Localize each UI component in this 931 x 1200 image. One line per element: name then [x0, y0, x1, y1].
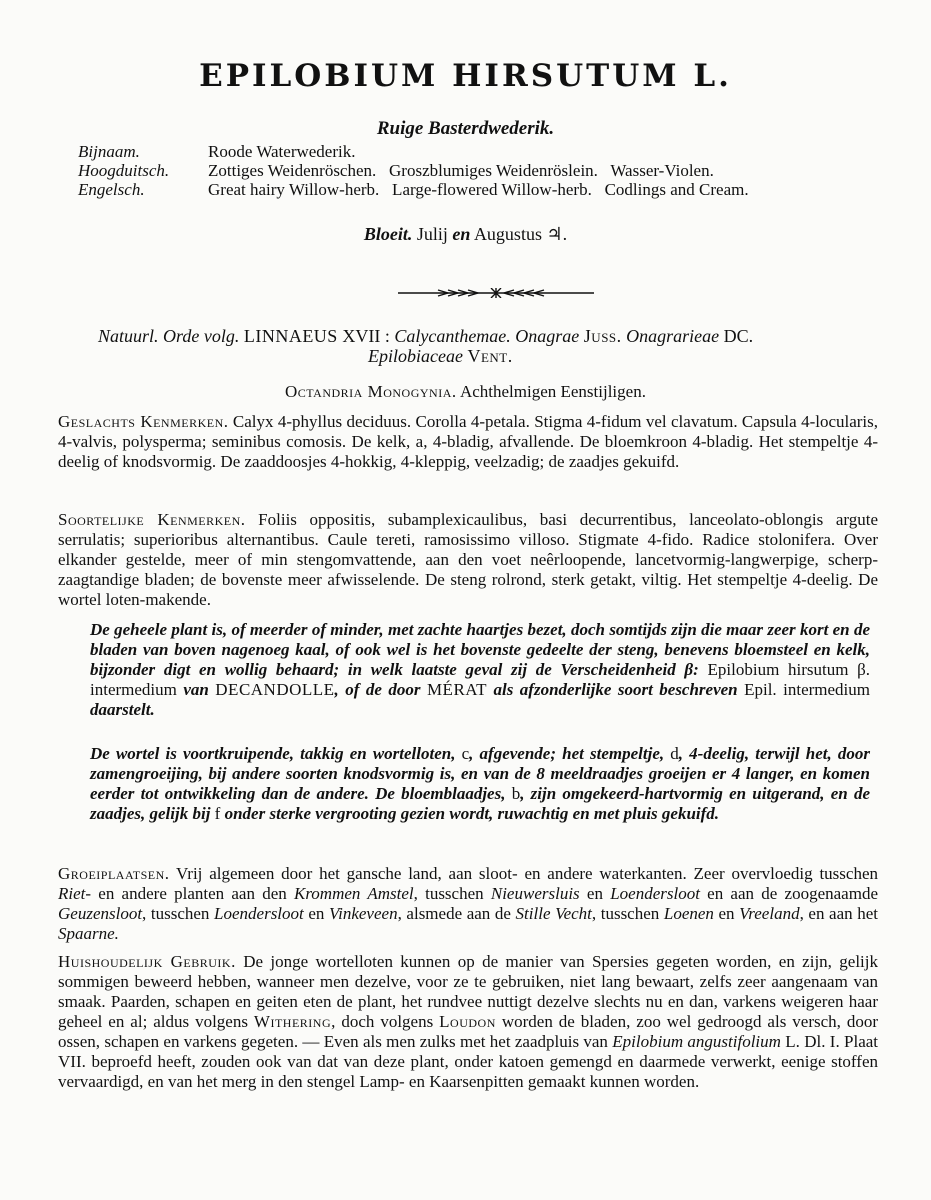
note-text: van [183, 680, 209, 699]
figure-ref: b [511, 784, 521, 803]
section-label: Geslachts Kenmerken. [58, 412, 229, 431]
natural-order-label: Natuurl. Orde volg. [98, 326, 240, 346]
vernacular-label: Engelsch. [78, 180, 145, 199]
place-name: Spaarne. [58, 924, 119, 943]
vernacular-row [78, 180, 749, 199]
vernacular-text: Zottiges Weidenröschen. Groszblumiges Weidenröslein. Wasser-Violen. [208, 161, 714, 180]
natural-order [98, 326, 858, 366]
place-name: Geuzensloot [58, 904, 143, 923]
section-label: Huishoudelijk Gebruik. [58, 952, 236, 971]
usage-text: De jonge wortelloten kunnen op de manier van Spersies gegeten worden, en zijn, gelijk sommigen beweerd hebben, wanneer men dezelve, voor ze te gebruiken, niet lang bewaart, zelfs zeer aangenaam van smaak. Paarden, schapen en geiten eten de plant, het rundvee nuttigt dezelve slechts nu en dan, varkens weigeren haar geheel en al; aldus volgens [58, 952, 879, 1031]
note-text: , zijn omgekeerd-hartvormig en uitgerand, en de zaadjes, gelijk bij [90, 784, 870, 823]
linnaean-class [0, 382, 931, 402]
usage-text: L. Dl. I. Plaat VII. beproefd heeft, zouden ook van dat van deze plant, onder katoen gemengd en daarmede verwerkt, eenige stoffen vervaardigd, en van het merg in den stengel Lamp- en Kaarsenpitten gemaakt kunnen worden. [58, 1032, 879, 1091]
note-text: , 4-deelig, terwijl het, door zamengroeijing, bij andere soorten knodsvormig is, en van de 8 meeldraadjes groeijen er 4 langer, en komen eerder tot ontwikkeling dan de andere. De bloemblaadjes, [90, 744, 871, 803]
habitat-text: en [718, 904, 735, 923]
place-name: Riet- [58, 884, 92, 903]
note-text: Epilobium hirsutum β. intermedium [90, 660, 871, 699]
taxon-onagrarieae: Onagrarieae [626, 326, 720, 346]
place-name: Vreeland [739, 904, 800, 923]
vernacular-label: Hoogduitsch. [78, 161, 170, 180]
place-name: Loendersloot [610, 884, 700, 903]
note-text: , of de door [334, 680, 421, 699]
author-juss: Juss. [583, 326, 622, 346]
habitat-text: en [586, 884, 603, 903]
genus-characteristics [58, 412, 878, 472]
figure-ref: d [670, 744, 679, 763]
place-name: Vinkeveen [329, 904, 398, 923]
vernacular-text: Great hairy Willow-herb. Large-flowered Willow-herb. Codlings and Cream. [208, 180, 749, 199]
place-name: Loendersloot [214, 904, 304, 923]
habitat-text: en aan de zoogenaamde [707, 884, 878, 903]
note-text: De wortel is voortkruipende, takkig en wortelloten, [90, 744, 456, 763]
page-subtitle: Ruige Basterdwederik. [376, 118, 555, 139]
note-text: onder sterke vergrooting gezien wordt, ruwachtig en met pluis gekuifd. [224, 804, 720, 823]
author-dc: DC. [723, 326, 754, 346]
flowering-label: Bloeit. [363, 224, 413, 244]
species-characteristics [58, 510, 878, 610]
note-text: De geheele plant is, of meerder of minder, met zachte haartjes bezet, doch somtijds zijn die maar zeer kort en de bladen van boven nagenoeg kaal, of ook wel is het bovenste gedeelte der steng, benevens bloemsteel en kelk, bijzonder digt en wollig behaard; in welk laatste geval zij de Verscheidenheid β: [90, 620, 870, 679]
habitat-text: , en aan het [799, 904, 879, 923]
linnaean-class-dutch: Achthelmigen Eenstijligen. [459, 382, 646, 401]
habitat-text: , tusschen [142, 904, 210, 923]
habitat-text: , tusschen [413, 884, 484, 903]
vernacular-names [78, 142, 749, 199]
usage-text: worden de bladen, zoo wel gedroogd als versch, door ossen, schapen en varkens gegeten. — Even als men zulks met het zaadpluis van [58, 1012, 878, 1051]
section-label: Groeiplaatsen. [58, 864, 170, 883]
species-name: Epilobium angustifolium [612, 1032, 781, 1051]
note-text: als afzonderlijke soort beschreven [493, 680, 738, 699]
usage-text: , doch volgens [331, 1012, 434, 1031]
note-text: , afgevende; het stempeltje, [469, 744, 665, 763]
section-text: Calyx 4-phyllus deciduus. Corolla 4-petala. Stigma 4-fidum vel clavatum. Capsula 4-locularis, 4-valvis, polysperma; seminibus comosis. De kelk, a, 4-bladig, afvallende. De bloemkroon 4-bladig. Het stempeltje 4-deelig of knodsvormig. De zaaddoosjes 4-hokkig, 4-kleppig, veelzadig; de zaadjes gekuifd. [58, 412, 879, 471]
taxon-onagrae: Onagrae [515, 326, 580, 346]
author-name: Loudon [439, 1012, 496, 1031]
page-title: EPILOBIUM HIRSUTUM L. [199, 58, 732, 94]
habitat-text: , tusschen [591, 904, 660, 923]
section-text: Foliis oppositis, subamplexicaulibus, basi decurrentibus, lanceolato-oblongis argute serrulatis; superioribus alternantibus. Caule tereti, ramosissimo villoso. Stigmate 4-fido. Radice stolonifera. Over elkander gestelde, meer of min stengomvattende, aan den voet neêrloopende, lancetvormig-langwerpige, scherp-zaagtandige bladen; de bovenste meer afwisselende. De steng rolrond, sterk getakt, viltig. Het stempeltje 4-deelig. De wortel loten-makende. [58, 510, 878, 609]
taxon-epilobiaceae: Epilobiaceae [368, 346, 463, 366]
vernacular-label: Bijnaam. [78, 142, 140, 161]
author-linnaeus: LINNAEUS [243, 326, 338, 346]
household-use [58, 952, 878, 1092]
flowering-period [0, 224, 931, 245]
note-author: DECANDOLLE [215, 680, 335, 699]
flowering-en: en [452, 224, 471, 244]
habitat-text: , alsmede aan de [397, 904, 511, 923]
note-author: MÉRAT [426, 680, 488, 699]
habitat-text: en [308, 904, 325, 923]
section-label: Soortelijke Kenmerken. [58, 510, 246, 529]
habitat-text: Vrij algemeen door het gansche land, aan sloot- en andere waterkanten. Zeer overvloedig tusschen [176, 864, 878, 883]
figure-ref: c [461, 744, 470, 763]
vernacular-row [78, 142, 749, 161]
note-variety [90, 620, 870, 720]
linnaean-class-latin: Octandria Monogynia. [285, 382, 457, 401]
habitat-text: en andere planten aan den [98, 884, 287, 903]
place-name: Krommen Amstel [293, 884, 414, 903]
author-name: Withering [253, 1012, 332, 1031]
class-number: XVII : [342, 326, 390, 346]
place-name: Stille Vecht [515, 904, 592, 923]
taxon-calycanthemae: Calycanthemae. [394, 326, 511, 346]
flowering-text: Julij [416, 224, 448, 244]
habitat [58, 864, 878, 944]
figure-ref: f [214, 804, 221, 823]
vernacular-text: Roode Waterwederik. [208, 142, 356, 161]
ornamental-divider [398, 288, 594, 298]
place-name: Loenen [663, 904, 714, 923]
vernacular-row [78, 161, 749, 180]
author-vent: Vent. [467, 346, 513, 366]
note-morphology [90, 744, 870, 824]
note-text: Epil. intermedium [744, 680, 870, 699]
note-text: daarstelt. [90, 700, 155, 719]
place-name: Nieuwersluis [490, 884, 580, 903]
flowering-text2: Augustus ♃. [473, 224, 568, 244]
